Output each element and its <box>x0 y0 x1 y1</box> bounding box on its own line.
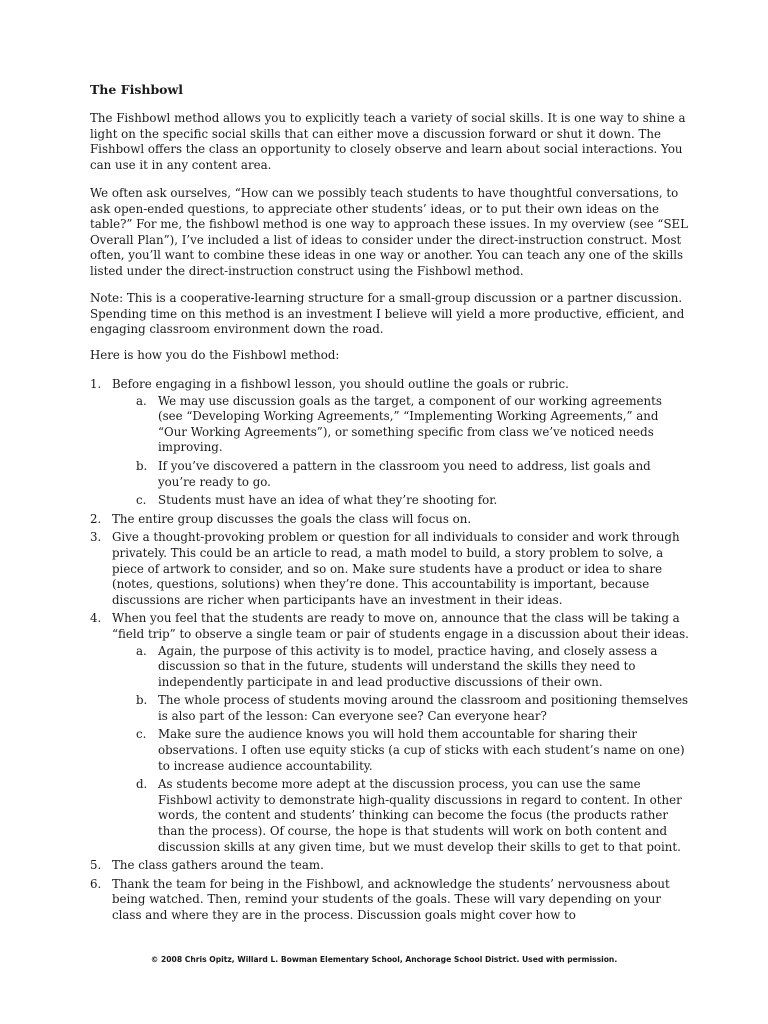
substep-text: Make sure the audience knows you will hold them accountable for sharing their observations. I often use equity sticks (a cup of sticks with each student’s name on one) to increase audience accountability. <box>158 727 685 773</box>
step-number: 2. <box>90 511 102 526</box>
substep-letter: d. <box>136 777 148 792</box>
step-number: 3. <box>90 530 102 545</box>
substep-letter: c. <box>136 493 147 508</box>
substep-item <box>112 493 690 509</box>
step-text: When you feel that the students are ready to move on, announce that the class will be taking a “field trip” to observe a single team or pair of students engage in a discussion about their ideas. <box>112 611 689 641</box>
document-title: The Fishbowl <box>90 82 184 97</box>
step-number: 5. <box>90 858 102 873</box>
step-item <box>90 377 690 509</box>
note-paragraph: Note: This is a cooperative-learning structure for a small-group discussion or a partner discussion. Spending time on this method is an investment I believe will yield a more productive, efficient, and engaging classroom environment down the road. <box>90 291 685 337</box>
substep-text: Students must have an idea of what they’re shooting for. <box>158 493 498 508</box>
substep-item <box>112 777 690 855</box>
step-text: The entire group discusses the goals the class will focus on. <box>112 511 472 526</box>
substep-letter: c. <box>136 727 147 742</box>
substep-item <box>112 394 690 456</box>
substep-item <box>112 693 690 724</box>
step-item <box>90 530 690 608</box>
step-text: Give a thought-provoking problem or question for all individuals to consider and work through privately. This could be an article to read, a math model to build, a story problem to solve, a piece of artwork to consider, and so on. Make sure students have a product or idea to share (notes, questions, solutions) when they’re done. This accountability is important, because discussions are richer when participants have an investment in their ideas. <box>112 530 680 607</box>
substep-item <box>112 459 690 490</box>
substeps-list <box>112 394 690 509</box>
substep-item <box>112 727 690 774</box>
step-item <box>90 858 690 874</box>
step-item <box>90 512 690 528</box>
step-text: Thank the team for being in the Fishbowl, and acknowledge the students’ nervousness about being watched. Then, remind your students of the goals. These will vary depending on your class and where they are in the process. Discussion goals might cover how to <box>112 876 670 922</box>
step-text: The class gathers around the team. <box>112 858 324 873</box>
step-number: 6. <box>90 876 102 891</box>
step-number: 4. <box>90 611 102 626</box>
substeps-list <box>112 644 690 856</box>
steps-list <box>90 377 690 927</box>
copyright-footer: © 2008 Chris Opitz, Willard L. Bowman Elementary School, Anchorage School District. Used with permission. <box>150 955 618 964</box>
substep-text: The whole process of students moving around the classroom and positioning themselves is also part of the lesson: Can everyone see? Can everyone hear? <box>158 693 689 723</box>
substep-item <box>112 644 690 691</box>
step-text: Before engaging in a fishbowl lesson, you should outline the goals or rubric. <box>112 377 569 391</box>
step-number: 1. <box>90 377 102 391</box>
substep-text: We may use discussion goals as the target, a component of our working agreements (see “Developing Working Agreements,” “Implementing Working Agreements,” and “Our Working Agreements”), or something specific from class we’ve noticed needs improving. <box>158 393 662 455</box>
substep-text: Again, the purpose of this activity is to model, practice having, and closely assess a discussion so that in the future, students will understand the skills they need to independently participate in and lead productive discussions of their own. <box>158 643 658 689</box>
step-item <box>90 877 690 924</box>
question-paragraph: We often ask ourselves, “How can we possibly teach students to have thoughtful conversations, to ask open-ended questions, to appreciate other students’ ideas, or to put their own ideas on the table?” For me, the fishbowl method is one way to approach these issues. In my overview (see “SEL Overall Plan”), I’ve included a list of ideas to consider under the direct-instruction construct. Most often, you’ll want to combine these ideas in one way or another. You can teach any one of the skills listed under the direct-instruction construct using the Fishbowl method. <box>90 186 688 278</box>
intro-paragraph: The Fishbowl method allows you to explicitly teach a variety of social skills. It is one way to shine a light on the specific social skills that can either move a discussion forward or shut it down. The Fishbowl offers the class an opportunity to closely observe and learn about social interactions. You can use it in any content area. <box>90 111 686 172</box>
howto-paragraph: Here is how you do the Fishbowl method: <box>90 348 340 362</box>
substep-letter: b. <box>136 693 148 708</box>
step-item <box>90 611 690 855</box>
substep-letter: b. <box>136 458 148 473</box>
substep-text: As students become more adept at the discussion process, you can use the same Fishbowl activity to demonstrate high-quality discussions in regard to content. In other words, the content and students’ thinking can become the focus (the products rather than the process). Of course, the hope is that students will work on both content and discussion skills at any given time, but we must develop their skills to get to that point. <box>158 777 682 854</box>
substep-text: If you’ve discovered a pattern in the classroom you need to address, list goals and you’re ready to go. <box>158 458 651 489</box>
substep-letter: a. <box>136 643 147 658</box>
substep-letter: a. <box>136 393 147 408</box>
